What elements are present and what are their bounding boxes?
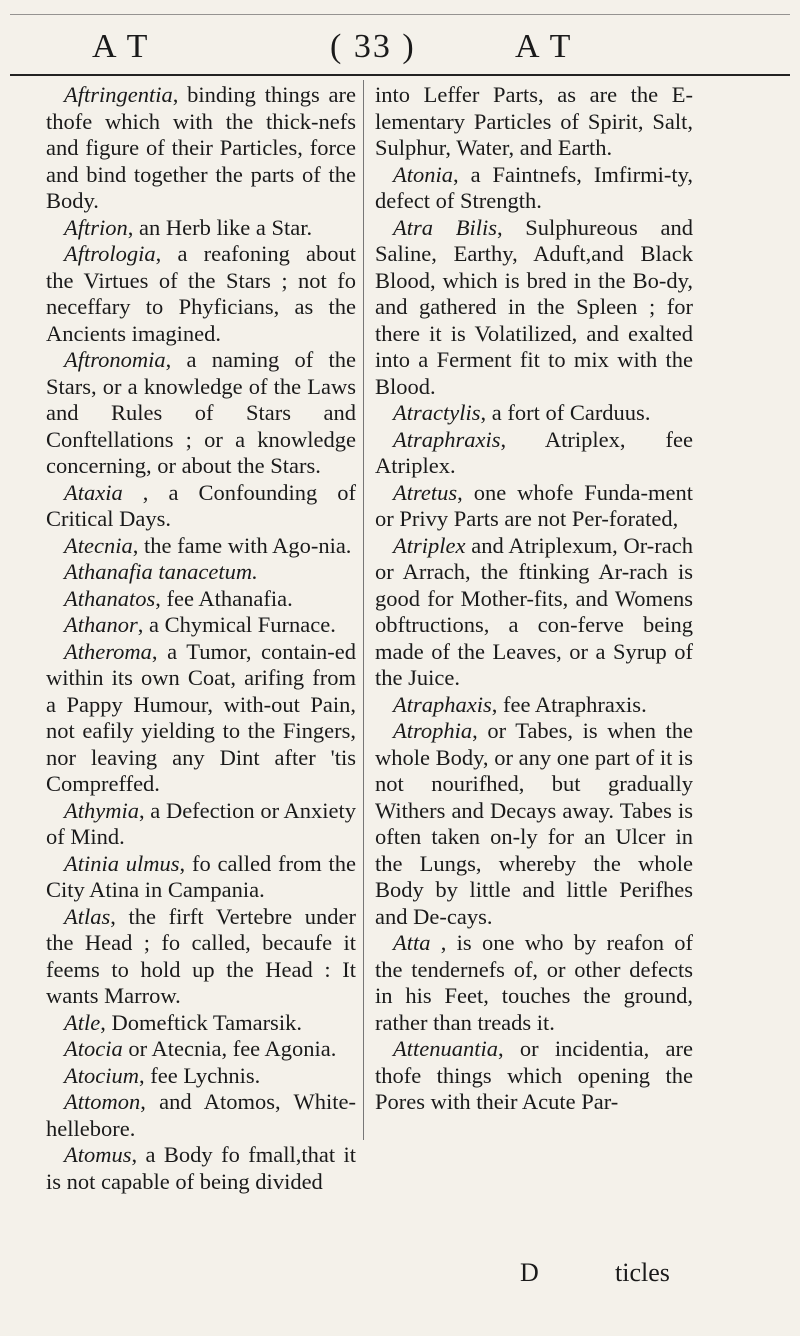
dictionary-entry: Atlas, the firft Vertebre under the Head ; fo called, becaufe it feems to hold up the Head : It wants Marrow. [46, 903, 356, 1008]
dictionary-entry: Atocium, fee Lychnis. [64, 1062, 261, 1088]
dictionary-entry: Atretus, one whofe Funda-ment or Privy Parts are not Per-forated, [375, 479, 693, 531]
running-header [10, 28, 790, 76]
headword: Ataxia [64, 479, 123, 505]
page-number: ( 33 ) [330, 28, 416, 65]
headword: Atrophia [393, 718, 473, 743]
dictionary-entry: Attomon, and Atomos, White-hellebore. [46, 1089, 356, 1141]
headword: Atonia [393, 161, 453, 187]
headword: Atractylis [393, 400, 481, 425]
headword: Athymia [64, 797, 139, 823]
column-divider [363, 80, 364, 1140]
dictionary-entry: into Leffer Parts, as are the E-lementary Particles of Spirit, Salt, Sulphur, Water, and Earth. [375, 82, 693, 160]
headword: Athanor [64, 612, 138, 637]
dictionary-entry: Atriplex and Atriplexum, Or-rach or Arrach, the ftinking Ar-rach is good for Mother-fits, and Womens obftructions, a con-ferve being made of the Leaves, or a Syrup of the Juice. [375, 532, 693, 690]
header-top-rule [10, 14, 790, 15]
dictionary-entry: Aftrologia, a reafoning about the Virtues of the Stars ; not fo neceffary to Phyficians, as the Ancients imagined. [46, 241, 356, 346]
headword: Atle [64, 1009, 101, 1035]
headword: Atecnia [64, 532, 133, 558]
dictionary-entry: Aftringentia, binding things are thofe which with the thick-nefs and figure of their Particles, force and bind together the parts of the Body. [46, 82, 356, 213]
dictionary-entry: Athanor, a Chymical Furnace. [64, 612, 336, 637]
dictionary-entry: Atrophia, or Tabes, is when the whole Body, or any one part of it is not nourifhed, but gradually Withers and Decays away. Tabes is often taken on-ly for an Ulcer in the Lungs, whereby the whole Body by little and little Perifhes and De-cays. [375, 718, 693, 929]
catchword: ticles [615, 1258, 670, 1287]
headword: Athanafia tanacetum. [64, 559, 258, 584]
dictionary-entry: Atle, Domeftick Tamarsik. [64, 1009, 302, 1035]
headword: Athanatos [64, 585, 156, 611]
dictionary-entry: Atocia or Atecnia, fee Agonia. [64, 1036, 337, 1061]
dictionary-entry: Ataxia , a Confounding of Critical Days. [46, 479, 356, 531]
dictionary-entry: Atraphraxis, Atriplex, fee Atriplex. [375, 426, 693, 478]
dictionary-entry: Atomus, a Body fo fmall,that it is not capable of being divided [46, 1142, 356, 1194]
headword: Atlas [64, 903, 111, 929]
headword: Atinia ulmus [64, 850, 180, 876]
headword: Atomus [64, 1142, 132, 1167]
right-column [375, 82, 693, 1116]
headword: Atretus [393, 479, 458, 505]
headword: Aftrion [64, 214, 128, 240]
dictionary-entry: Atraphaxis, fee Atraphraxis. [393, 691, 647, 717]
header-right-guide: A T [515, 28, 573, 65]
header-rule [10, 74, 790, 76]
dictionary-entry: Atecnia, the fame with Ago-nia. [64, 532, 352, 558]
dictionary-entry [46, 559, 356, 586]
dictionary-entry: Atta , is one who by reafon of the tendernefs of, or other defects in his Feet, touches the ground, rather than treads it. [375, 930, 693, 1035]
dictionary-entry: Aftrion, an Herb like a Star. [64, 214, 313, 240]
headword: Atheroma [64, 638, 152, 664]
left-column [46, 82, 356, 1195]
dictionary-entry: Aftronomia, a naming of the Stars, or a knowledge of the Laws and Rules of Stars and Conftellations ; or a knowledge concerning, or about the Stars. [46, 347, 356, 478]
headword: Aftringentia [64, 82, 173, 107]
headword: Atra Bilis [393, 214, 497, 240]
headword: Atraphraxis [393, 426, 501, 452]
dictionary-entry: Attenuantia, or incidentia, are thofe things which opening the Pores with their Acute Par- [375, 1036, 693, 1114]
header-left-guide: A T [92, 28, 150, 65]
headword: Attenuantia [393, 1036, 498, 1061]
dictionary-entry: Atinia ulmus, fo called from the City Atina in Campania. [46, 850, 356, 902]
headword: Atta [393, 930, 431, 955]
headword: Atriplex [393, 532, 466, 558]
headword: Atocia [64, 1036, 123, 1061]
headword: Atraphaxis [393, 691, 492, 717]
dictionary-entry: Atractylis, a fort of Carduus. [393, 400, 651, 425]
dictionary-entry: Atonia, a Faintnefs, Imfirmi-ty, defect of Strength. [375, 161, 693, 213]
signature-mark: D [520, 1258, 539, 1287]
dictionary-entry: Athymia, a Defection or Anxiety of Mind. [46, 797, 356, 849]
dictionary-entry: Atheroma, a Tumor, contain-ed within its own Coat, arifing from a Pappy Humour, with-out Pain, not eafily yielding to the Fingers, nor leaving any Dint after 'tis Compreffed. [46, 638, 356, 796]
headword: Aftronomia [64, 347, 166, 372]
headword: Atocium [64, 1062, 139, 1088]
dictionary-entry: Atra Bilis, Sulphureous and Saline, Earthy, Aduft,and Black Blood, which is bred in the Bo-dy, and gathered in the Spleen ; for there it is Volatilized, and exalted into a Ferment fit to mix with the Blood. [375, 214, 693, 399]
headword: Attomon [64, 1089, 141, 1114]
dictionary-entry: Athanatos, fee Athanafia. [64, 585, 293, 611]
headword: Aftrologia [64, 241, 156, 266]
